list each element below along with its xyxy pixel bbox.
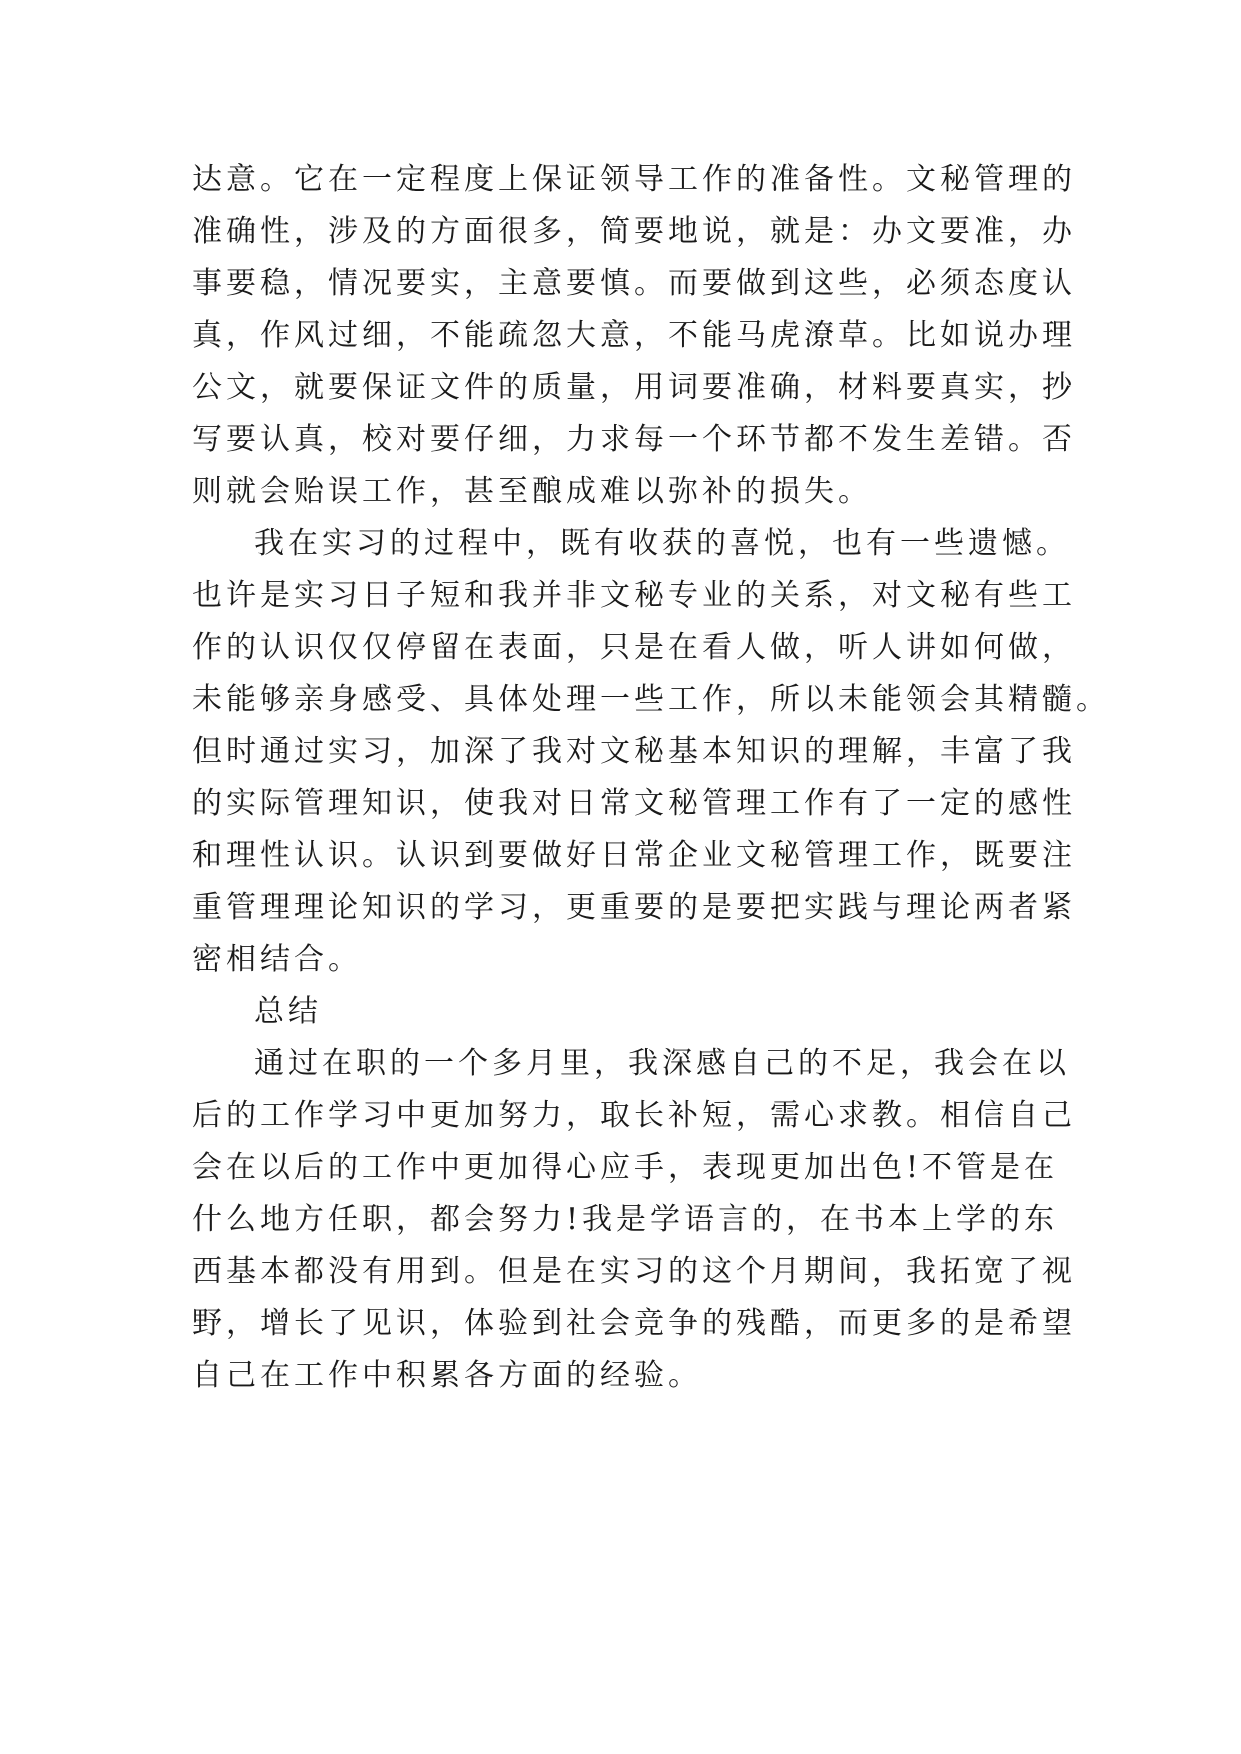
text-line: 事要稳，情况要实，主意要慎。而要做到这些，必须态度认 bbox=[192, 266, 1076, 301]
text-line: 准确性，涉及的方面很多，简要地说，就是：办文要准，办 bbox=[192, 214, 1076, 249]
text-line: 但时通过实习，加深了我对文秘基本知识的理解，丰富了我 bbox=[192, 734, 1076, 769]
text-line: 会在以后的工作中更加得心应手，表现更加出色!不管是在 bbox=[192, 1150, 1059, 1185]
text-line: 则就会贻误工作，甚至酿成难以弥补的损失。 bbox=[192, 474, 872, 509]
text-line: 达意。它在一定程度上保证领导工作的准备性。文秘管理的 bbox=[192, 162, 1076, 197]
text-line: 西基本都没有用到。但是在实习的这个月期间，我拓宽了视 bbox=[192, 1254, 1076, 1289]
text-line: 后的工作学习中更加努力，取长补短，需心求教。相信自己 bbox=[192, 1098, 1076, 1133]
text-line: 真，作风过细，不能疏忽大意，不能马虎潦草。比如说办理 bbox=[192, 318, 1076, 353]
text-line: 作的认识仅仅停留在表面，只是在看人做，听人讲如何做， bbox=[192, 630, 1076, 665]
text-line: 密相结合。 bbox=[192, 942, 362, 977]
text-line: 重管理理论知识的学习，更重要的是要把实践与理论两者紧 bbox=[192, 890, 1076, 925]
paragraph-first-line: 通过在职的一个多月里，我深感自己的不足，我会在以 bbox=[254, 1046, 1070, 1081]
text-line: 的实际管理知识，使我对日常文秘管理工作有了一定的感性 bbox=[192, 786, 1076, 821]
section-heading: 总结 bbox=[254, 994, 322, 1029]
text-line: 公文，就要保证文件的质量，用词要准确，材料要真实，抄 bbox=[192, 370, 1076, 405]
text-line: 野，增长了见识，体验到社会竞争的残酷，而更多的是希望 bbox=[192, 1306, 1076, 1341]
text-line: 也许是实习日子短和我并非文秘专业的关系，对文秘有些工 bbox=[192, 578, 1076, 613]
paragraph-first-line: 我在实习的过程中，既有收获的喜悦，也有一些遗憾。 bbox=[254, 526, 1070, 561]
text-line: 什么地方任职，都会努力!我是学语言的，在书本上学的东 bbox=[192, 1202, 1059, 1237]
text-line: 和理性认识。认识到要做好日常企业文秘管理工作，既要注 bbox=[192, 838, 1076, 873]
text-line: 写要认真，校对要仔细，力求每一个环节都不发生差错。否 bbox=[192, 422, 1076, 457]
text-line: 自己在工作中积累各方面的经验。 bbox=[192, 1358, 702, 1393]
text-line: 未能够亲身感受、具体处理一些工作，所以未能领会其精髓。 bbox=[192, 682, 1110, 717]
